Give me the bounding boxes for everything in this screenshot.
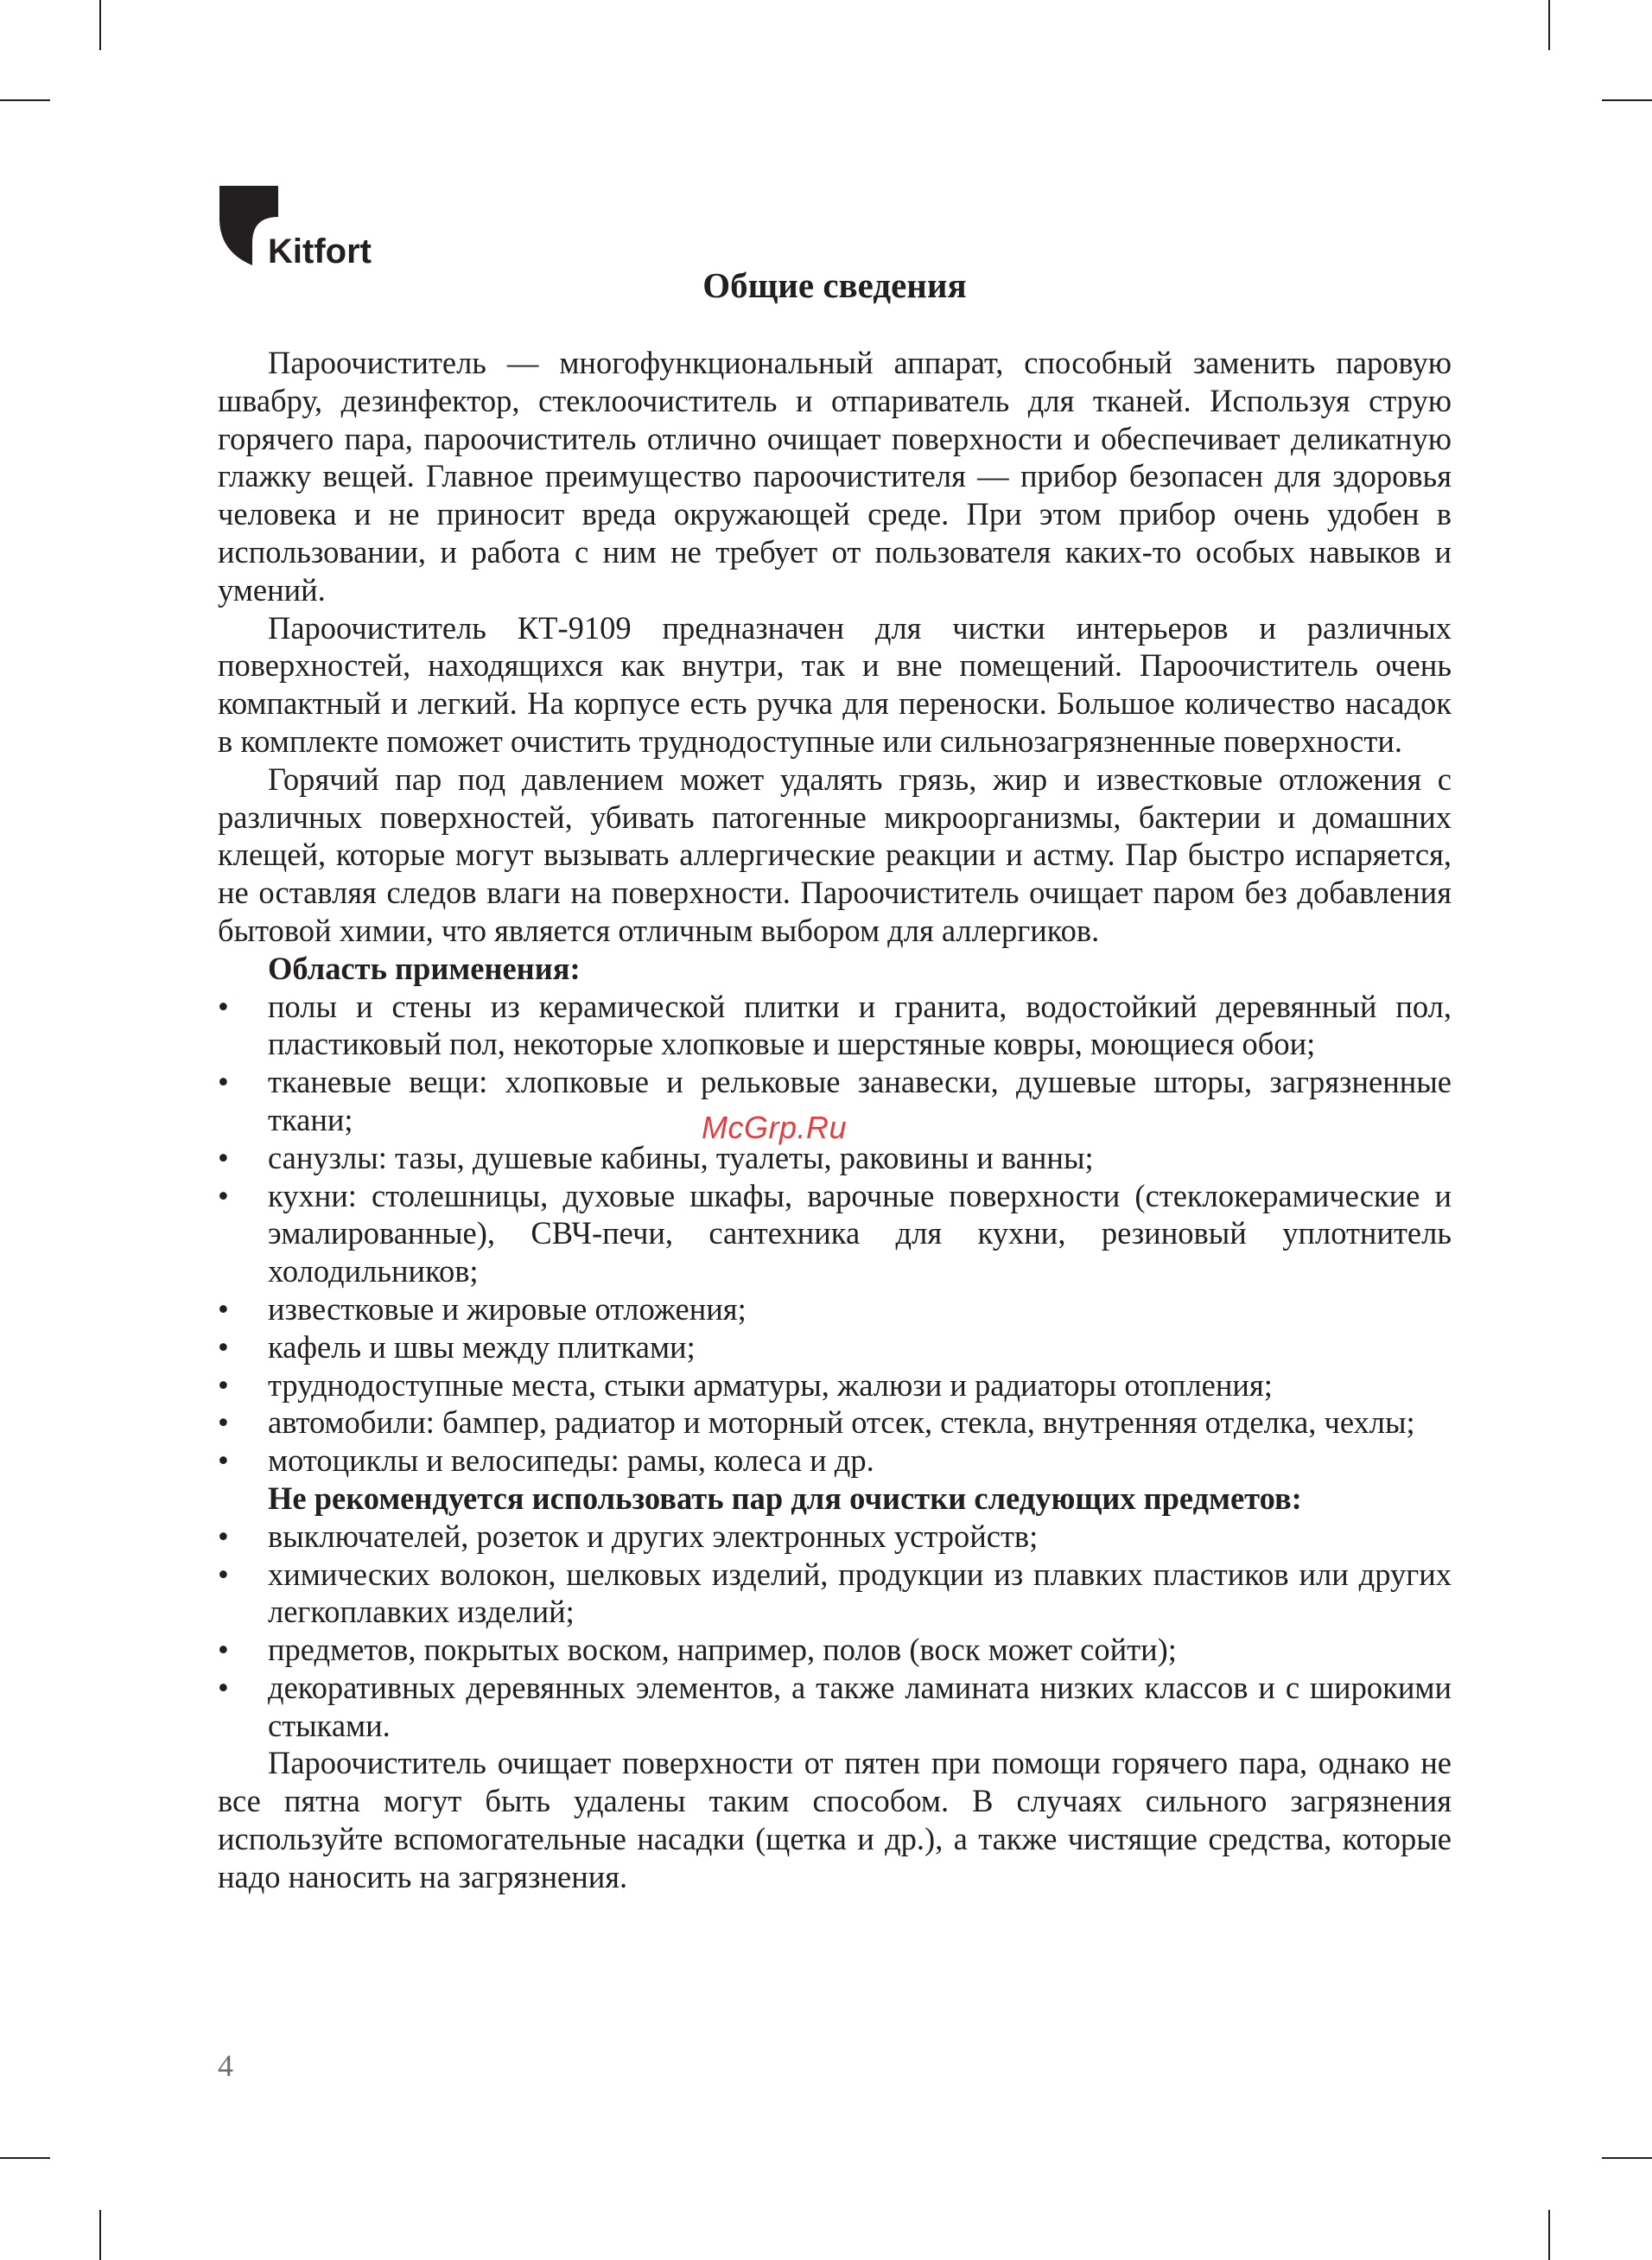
list-item: • предметов, покрытых воском, например, полов (воск может сойти); [218, 1631, 1452, 1669]
page-content [218, 266, 1452, 1896]
crop-mark [1602, 2157, 1652, 2159]
not-recommended-list [218, 1518, 1452, 1745]
list-item: • кафель и швы между плитками; [218, 1328, 1452, 1366]
list-item: • химических волокон, шелковых изделий, продукции из плавких пластиков или других легкоплавких изделий; [218, 1556, 1452, 1632]
list-item: • полы и стены из керамической плитки и гранита, водостойкий деревянный пол, пластиковый пол, некоторые хлопковые и шерстяные ковры, моющиеся обои; [218, 988, 1452, 1064]
list-item: • декоративных деревянных элементов, а также ламината низких классов и с широкими стыками. [218, 1669, 1452, 1745]
usage-list [218, 988, 1452, 1480]
list-item: • труднодоступные места, стыки арматуры, жалюзи и радиаторы отопления; [218, 1366, 1452, 1404]
crop-mark [0, 99, 50, 101]
crop-mark [99, 2210, 101, 2260]
paragraph: Горячий пар под давлением может удалять грязь, жир и известковые отложения с различных поверхностей, убивать патогенные микроорганизмы, бактерии и домашних клещей, которые могут вызывать аллергические реакции и астму. Пар быстро испаряется, не оставляя следов влаги на поверхности. Пароочиститель очищает паром без добавления бытовой химии, что является отличным выбором для аллергиков. [218, 761, 1452, 948]
crop-mark [99, 0, 101, 50]
crop-mark [0, 2157, 50, 2159]
page-title: Общие сведения [702, 265, 967, 305]
paragraph: Пароочиститель — многофункциональный аппарат, способный заменить паровую швабру, дезинфектор, стеклоочиститель и отпариватель для тканей. Используя струю горячего пара, пароочиститель отлично очищает поверхности и обеспечивает деликатную глажку вещей. Главное преимущество пароочистителя — прибор безопасен для здоровья человека и не приносит вреда окружающей среде. При этом прибор очень удобен в использовании, и работа с ним не требует от пользователя каких-то особых навыков и умений. [218, 345, 1452, 608]
paragraph: Пароочиститель КТ-9109 предназначен для чистки интерьеров и различных поверхностей, находящихся как внутри, так и вне помещений. Пароочиститель очень компактный и легкий. На корпусе есть ручка для переноски. Большое количество насадок в комплекте поможет очистить труднодоступные или сильнозагрязненные поверхности. [218, 609, 1452, 759]
kitfort-logo-wordmark: Kitfort [268, 232, 372, 267]
crop-mark [1548, 0, 1550, 50]
list-item: • тканевые вещи: хлопковые и рельковые занавески, душевые шторы, загрязненные ткани; [218, 1063, 1452, 1139]
crop-mark [1548, 2210, 1550, 2260]
list-item: • мотоциклы и велосипеды: рамы, колеса и др. [218, 1442, 1452, 1480]
list-item: • санузлы: тазы, душевые кабины, туалеты, раковины и ванны; [218, 1139, 1452, 1177]
list-item: • кухни: столешницы, духовые шкафы, варочные поверхности (стеклокерамические и эмалированные), СВЧ-печи, сантехника для кухни, резиновый уплотнитель холодильников; [218, 1177, 1452, 1290]
list-item-fragment: льковые [730, 1064, 841, 1100]
paragraph: Пароочиститель очищает поверхности от пятен при помощи горячего пара, однако не все пятна могут быть удалены таким способом. В случаях сильного загрязнения используйте вспомогательные насадки (щетка и др.), а также чистящие средства, которые надо наносить на загрязнения. [218, 1745, 1452, 1894]
watermark: McGrp.Ru [702, 1110, 848, 1145]
kitfort-logo [218, 184, 387, 267]
crop-mark [1602, 99, 1652, 101]
page-number: 4 [218, 2048, 233, 2083]
list-item: • выключателей, розеток и других электронных устройств; [218, 1518, 1452, 1556]
list-item: • автомобили: бампер, радиатор и моторный отсек, стекла, внутренняя отделка, чехлы; [218, 1404, 1452, 1442]
not-recommended-heading: Не рекомендуется использовать пар для очистки следующих предметов: [268, 1480, 1302, 1516]
usage-heading: Область применения: [268, 950, 581, 986]
list-item: • известковые и жировые отложения; [218, 1290, 1452, 1328]
